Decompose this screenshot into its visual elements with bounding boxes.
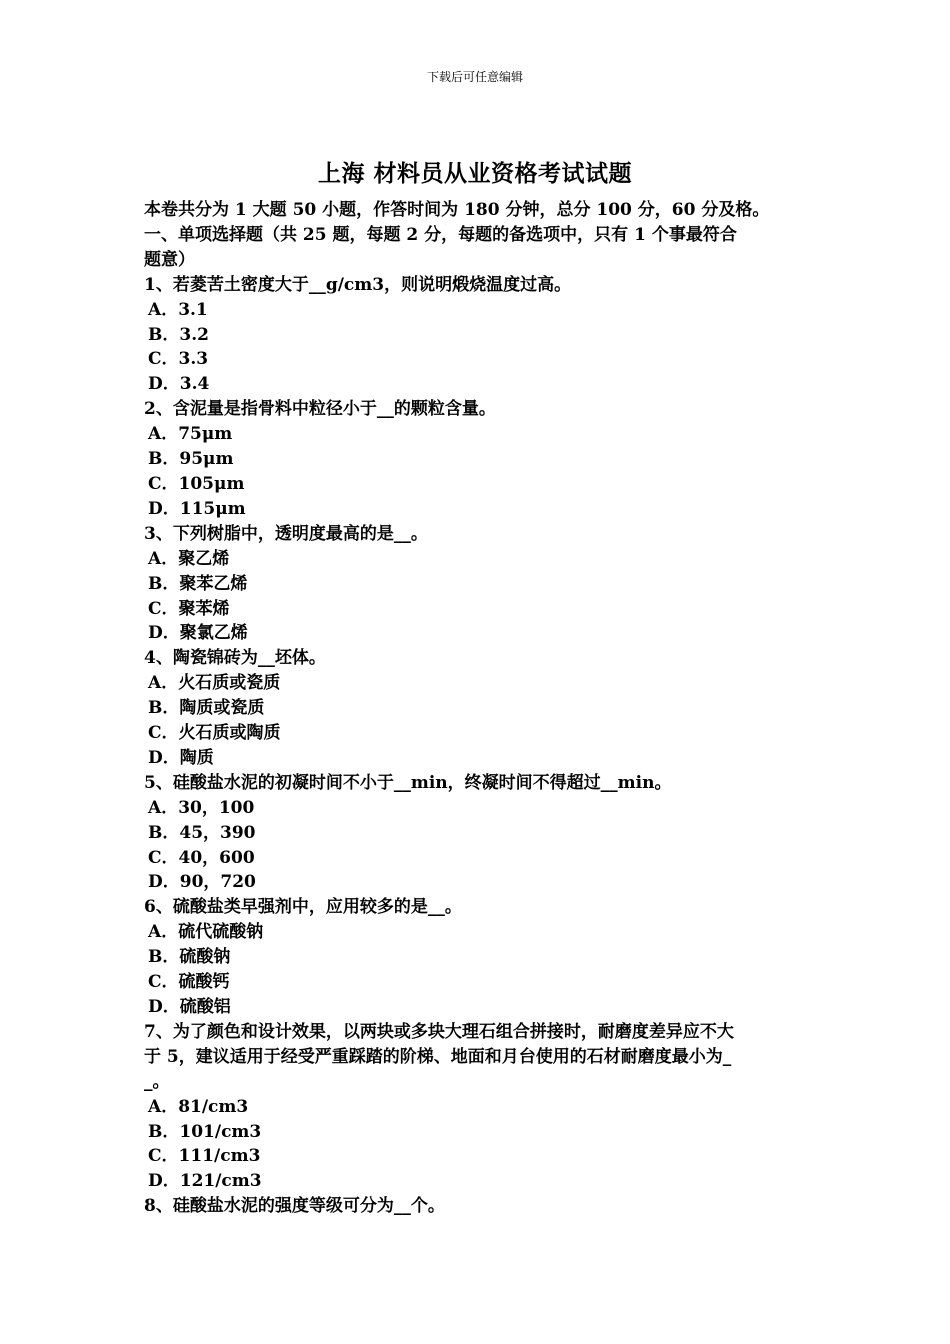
answer-option: D．3.4 — [148, 374, 210, 395]
answer-option: C．硫酸钙 — [148, 972, 230, 993]
answer-option: D．硫酸铝 — [148, 997, 231, 1017]
answer-option: A．75μm — [148, 424, 233, 445]
question-stem: 8、硅酸盐水泥的强度等级可分为__个。 — [144, 1196, 445, 1217]
answer-option: A．81/cm3 — [148, 1096, 249, 1117]
question-stem: 2、含泥量是指骨料中粒径小于__的颗粒含量。 — [144, 399, 496, 420]
answer-option: A．3.1 — [148, 299, 208, 320]
question-stem: 1、若菱苦土密度大于__g/cm3，则说明煅烧温度过高。 — [144, 274, 572, 295]
question-stem: 6、硫酸盐类早强剂中，应用较多的是__。 — [144, 897, 462, 918]
section-heading-line-1: 一、单项选择题（共 25 题，每题 2 分，每题的备选项中，只有 1 个事最符合 — [144, 224, 737, 245]
answer-option: C．40，600 — [148, 847, 255, 868]
answer-option: C．3.3 — [148, 349, 209, 370]
answer-option: A．硫代硫酸钠 — [148, 922, 264, 943]
answer-option: B．101/cm3 — [148, 1121, 262, 1142]
answer-option: A．火石质或瓷质 — [148, 673, 281, 694]
section-heading-line-2: 题意） — [144, 249, 195, 270]
answer-option: B．45，390 — [148, 822, 256, 843]
answer-option: A．聚乙烯 — [148, 548, 230, 569]
answer-option: A．30，100 — [148, 797, 255, 818]
answer-option: D．聚氯乙烯 — [148, 623, 248, 644]
document-title: 上海 材料员从业资格考试试题 — [317, 160, 632, 187]
question-item — [144, 397, 808, 522]
answer-option: D．121/cm3 — [148, 1171, 262, 1192]
question-stem: 7、为了颜色和设计效果，以两块或多块大理石组合拼接时，耐磨度差异应不大 — [144, 1021, 734, 1042]
question-item — [144, 1020, 808, 1194]
question-item — [144, 273, 808, 398]
question-stem: 于 5，建议适用于经受严重踩踏的阶梯、地面和月台使用的石材耐磨度最小为_ — [144, 1046, 732, 1067]
question-item — [144, 1194, 808, 1219]
question-stem: _。 — [144, 1071, 170, 1092]
question-stem: 5、硅酸盐水泥的初凝时间不小于__min，终凝时间不得超过__min。 — [144, 772, 672, 793]
header-note: 下载后可任意编辑 — [426, 70, 523, 84]
question-item — [144, 895, 808, 1020]
answer-option: B．硫酸钠 — [148, 947, 231, 968]
question-item — [144, 522, 808, 647]
document-body — [144, 198, 808, 1219]
answer-option: B．陶质或瓷质 — [148, 698, 265, 719]
question-stem: 3、下列树脂中，透明度最高的是__。 — [144, 523, 428, 544]
answer-option: C．火石质或陶质 — [148, 723, 281, 744]
intro-text: 本卷共分为 1 大题 50 小题，作答时间为 180 分钟，总分 100 分，60 分及格。 — [144, 200, 770, 220]
answer-option: C．111/cm3 — [148, 1146, 261, 1167]
answer-option: C．105μm — [148, 473, 245, 494]
answer-option: D．90，720 — [148, 872, 256, 893]
answer-option: B．聚苯乙烯 — [148, 573, 248, 594]
answer-option: D．115μm — [148, 498, 246, 519]
question-item — [144, 771, 808, 896]
answer-option: D．陶质 — [148, 747, 214, 768]
answer-option: B．95μm — [148, 449, 234, 470]
question-item — [144, 646, 808, 771]
question-stem: 4、陶瓷锦砖为__坯体。 — [144, 648, 326, 669]
answer-option: B．3.2 — [148, 324, 209, 345]
answer-option: C．聚苯烯 — [148, 598, 230, 619]
question-list — [144, 273, 808, 1219]
